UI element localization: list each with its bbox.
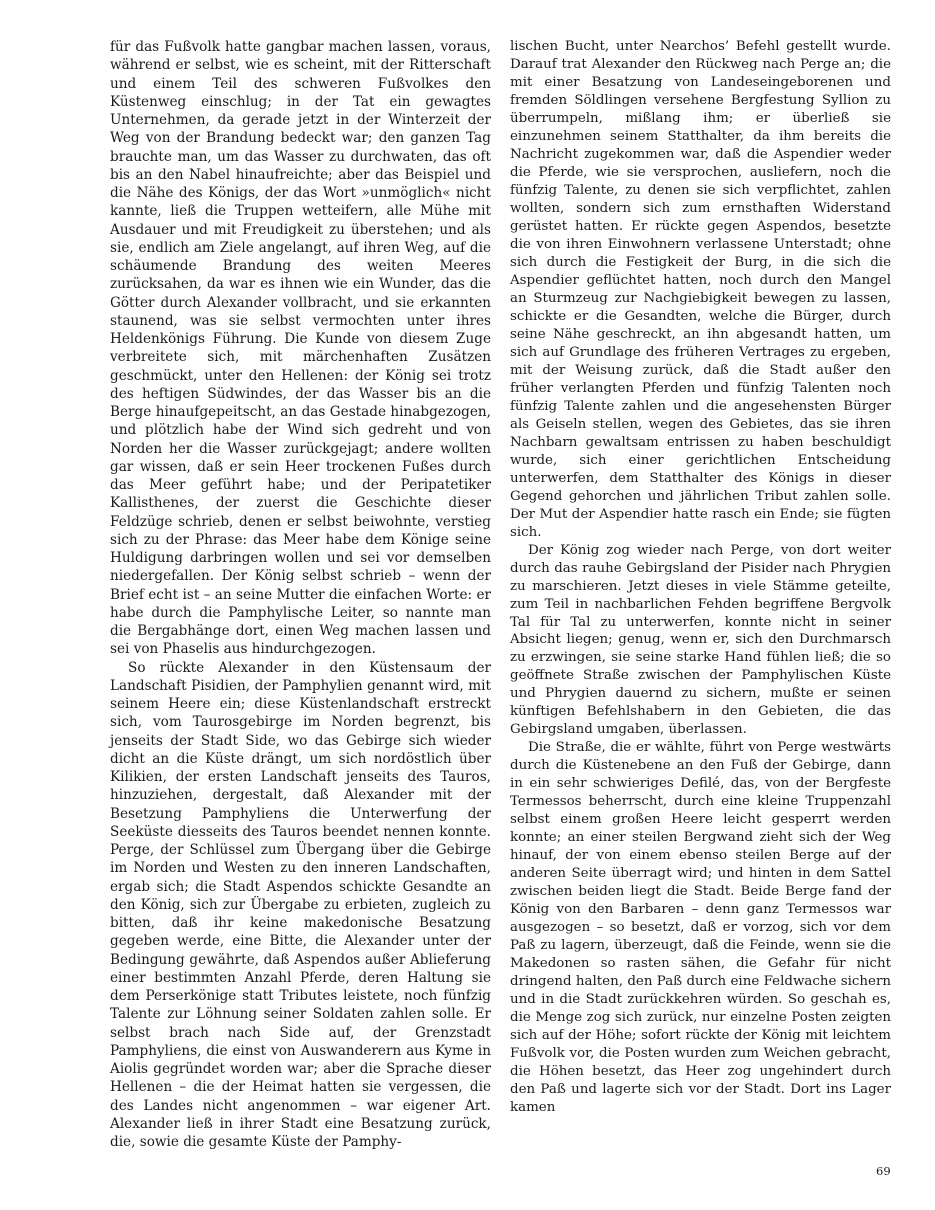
page-number: 69	[876, 1164, 891, 1178]
left-text-column	[110, 38, 491, 1151]
paragraph: Der König zog wieder nach Perge, von dort weiter durch das rauhe Gebirgsland der Pisider nach Phrygien zu marschieren. Jetzt dieses in viele Stämme geteilte, zum Teil in nachbarlichen Fehden begriffene Bergvolk Tal für Tal zu unterwerfen, konnte nicht in seiner Absicht liegen; genug, wenn er, sich den Durchmarsch zu erzwingen, sie seine starke Hand fühlen ließ; die so geöffnete Straße zwischen der Pamphylischen Küste und Phrygien dauernd zu sichern, mußte er seinen künftigen Befehlshabern in den Gebieten, die das Gebirgsland umgaben, überlassen.	[510, 542, 891, 738]
paragraph: So rückte Alexander in den Küstensaum der Landschaft Pisidien, der Pamphylien genannt wird, mit seinem Heere ein; diese Küstenlandschaft erstreckt sich, vom Taurosgebirge im Norden begrenzt, bis jenseits der Stadt Side, wo das Gebirge sich wieder dicht an die Küste drängt, um sich nordöstlich über Kilikien, der ersten Landschaft jenseits des Tauros, hinzuziehen, dergestalt, daß Alexander mit der Besetzung Pamphyliens die Unterwerfung der Seeküste diesseits des Tauros beendet nennen konnte. Perge, der Schlüssel zum Übergang über die Gebirge im Norden und Westen zu den inneren Landschaften, ergab sich; die Stadt Aspendos schickte Gesandte an den König, sich zur Übergabe zu erbieten, zugleich zu bitten, daß ihr keine makedonische Besatzung gegeben werde, eine Bitte, die Alexander unter der Bedingung gewährte, daß Aspendos außer Ablieferung einer bestimmten Anzahl Pferde, deren Haltung sie dem Perserkönige statt Tributes leistete, noch fünfzig Talente zur Löhnung seiner Soldaten zahlen solle. Er selbst brach nach Side auf, der Grenzstadt Pamphyliens, die einst von Auswanderern aus Kyme in Aiolis gegründet worden war; aber die Sprache dieser Hellenen – die der Heimat hatten sie vergessen, die des Landes nicht angenommen – war eigener Art. Alexander ließ in ihrer Stadt eine Besatzung zurück, die, sowie die gesamte Küste der Pamphy-	[110, 659, 491, 1150]
paragraph: Die Straße, die er wählte, führt von Perge westwärts durch die Küstenebene an den Fuß der Gebirge, dann in ein sehr schwieriges Defilé, das, von der Bergfeste Termessos beherrscht, durch eine kleine Truppenzahl selbst einem großen Heere leicht gesperrt werden konnte; an einer steilen Bergwand zieht sich der Weg hinauf, der von einem ebenso steilen Berge auf der anderen Seite überragt wird; und hinten in dem Sattel zwischen beiden liegt die Stadt. Beide Berge fand der König von den Barbaren – denn ganz Termessos war ausgezogen – so besetzt, daß er vorzog, sich vor dem Paß zu lagern, überzeugt, daß die Feinde, wenn sie die Makedonen so rasten sähen, die Gefahr für nicht dringend halten, den Paß durch eine Feldwache sichern und in die Stadt zurückkehren würden. So geschah es, die Menge zog sich zurück, nur einzelne Posten zeigten sich auf der Höhe; sofort rückte der König mit leichtem Fußvolk vor, die Posten wurden zum Weichen gebracht, die Höhen besetzt, das Heer zog ungehindert durch den Paß und lagerte sich vor der Stadt. Dort ins Lager kamen	[510, 740, 891, 1116]
paragraph: lischen Bucht, unter Nearchos’ Befehl gestellt wurde. Darauf trat Alexander den Rückweg nach Perge an; die mit einer Besatzung von Landeseingeborenen und fremden Söldlingen versehene Bergfestung Syllion zu überrumpeln, mißlang ihm; er überließ sie einzunehmen seinem Statthalter, da ihm bereits die Nachricht zugekommen war, daß die Aspendier weder die Pferde, wie sie versprochen, ausliefern, noch die fünfzig Talente, zu denen sie sich verpflichtet, zahlen wollten, sondern sich zum ernsthaften Widerstand gerüstet hatten. Er rückte gegen Aspendos, besetzte die von ihren Einwohnern verlassene Unterstadt; ohne sich durch die Festigkeit der Burg, in die sich die Aspendier geflüchtet hatten, noch durch den Mangel an Sturmzeug zur Nachgiebigkeit bewegen zu lassen, schickte er die Gesandten, welche die Bürger, durch seine Nähe geschreckt, an ihn abgesandt hatten, um sich auf Grundlage des früheren Vertrages zu ergeben, mit der Weisung zurück, daß die Stadt außer den früher verlangten Pferden und fünfzig Talenten noch fünfzig Talente zahlen und die angesehensten Bürger als Geiseln stellen, wegen des Gebietes, das sie ihren Nachbarn gewaltsam entrissen zu haben beschuldigt wurde, sich einer gerichtlichen Entscheidung unterwerfen, dem Statthalter des Königs in dieser Gegend gehorchen und jährlichen Tribut zahlen solle. Der Mut der Aspendier hatte rasch ein Ende; sie fügten sich.	[510, 39, 891, 540]
paragraph: für das Fußvolk hatte gangbar machen lassen, voraus, während er selbst, wie es scheint, mit der Ritterschaft und einem Teil des schweren Fußvolkes den Küstenweg einschlug; in der Tat ein gewagtes Unternehmen, da gerade jetzt in der Winterzeit der Weg von der Brandung bedeckt war; den ganzen Tag brauchte man, um das Wasser zu durchwaten, das oft bis an den Nabel hinaufreichte; aber das Beispiel und die Nähe des Königs, der das Wort »unmöglich« nicht kannte, ließ die Truppen wetteifern, alle Mühe mit Ausdauer und mit Freudigkeit zu überstehen; und als sie, endlich am Ziele angelangt, auf ihren Weg, auf die schäumende Brandung des weiten Meeres zurücksahen, da war es ihnen wie ein Wunder, das die Götter durch Alexander vollbracht, und sie erkannten staunend, was sie selbst vermochten unter ihres Heldenkönigs Führung. Die Kunde von diesem Zuge verbreitete sich, mit märchenhaften Zusätzen geschmückt, unter den Hellenen: der König sei trotz des heftigen Südwindes, der das Wasser bis an die Berge hinaufgepeitscht, an das Gestade hinabgezogen, und plötzlich habe der Wind sich gedreht und von Norden her die Wasser zurückgejagt; andere wollten gar wissen, daß er sein Heer trockenen Fußes durch das Meer geführt habe; und der Peripatetiker Kallisthenes, der zuerst die Geschichte dieser Feldzüge schrieb, denen er selbst beiwohnte, verstieg sich zu der Phrase: das Meer habe dem Könige seine Huldigung darbringen wollen und sei vor demselben niedergefallen. Der König selbst schrieb – wenn der Brief echt ist – an seine Mutter die einfachen Worte: er habe durch die Pamphylische Leiter, so nannte man die Bergabhänge dort, einen Weg machen lassen und sei von Phaselis aus hindurchgezogen.	[110, 39, 491, 658]
right-text-column	[510, 38, 891, 1117]
